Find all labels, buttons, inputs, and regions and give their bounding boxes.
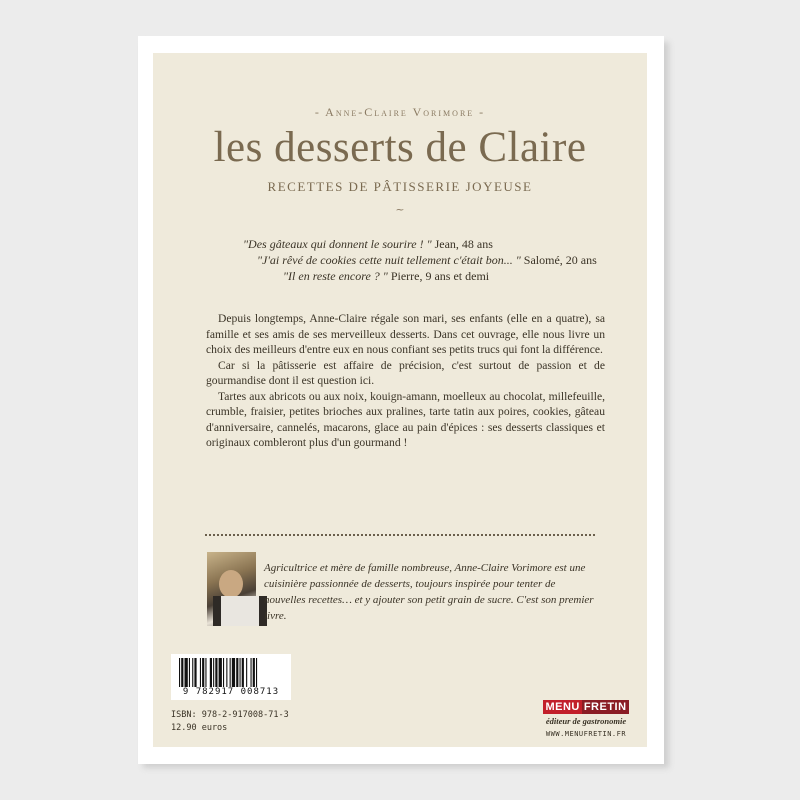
testimonial: "J'ai rêvé de cookies cette nuit tellement c'était bon... " Salomé, 20 ans (257, 253, 597, 267)
author-bio: Agricultrice et mère de famille nombreuse, Anne-Claire Vorimore est une cuisinière passionnée de desserts, toujours inspirée pour tenter de nouvelles recettes… et y ajouter son petit grain de sucre. C'est son premier livre. (264, 562, 594, 622)
isbn-block (171, 709, 289, 735)
testimonials (243, 236, 603, 284)
barcode-number: 9 782917 008713 (171, 687, 291, 697)
book-title: les desserts de Claire (213, 124, 587, 171)
book-subtitle: RECETTES DE PÂTISSERIE JOYEUSE (267, 179, 533, 194)
publisher (541, 695, 631, 738)
author-photo (207, 552, 256, 626)
blurb-paragraph: Tartes aux abricots ou aux noix, kouign-amann, moelleux au chocolat, millefeuille, crumble, fraisier, petites brioches aux pralines, tarte tatin aux poires, cookies, gâteau d'anniversaire, cannelés, macarons, glace au pain d'épices : ses desserts classiques et originaux combleront plus d'un gourmand ! (206, 389, 605, 449)
dotted-divider (205, 534, 595, 536)
blurb-paragraph: Car si la pâtisserie est affaire de précision, c'est surtout de passion et de gourmandise dont il est question ici. (206, 358, 605, 387)
isbn: ISBN: 978-2-917008-71-3 (171, 710, 289, 720)
back-cover (153, 53, 647, 747)
blurb-paragraph: Depuis longtemps, Anne-Claire régale son mari, ses enfants (elle en a quatre), sa famille et ses amis de ses merveilleux desserts. Dans cet ouvrage, elle nous livre un choix des meilleurs d'entre eux en nous confiant ses petits trucs qui font la différence. (206, 312, 605, 356)
publisher-tagline: éditeur de gastronomie (545, 716, 627, 726)
price: 12.90 euros (171, 723, 228, 733)
publisher-url: WWW.MENUFRETIN.FR (545, 730, 627, 738)
blurb (206, 311, 605, 451)
ornament-icon: ~ (395, 203, 405, 216)
publisher-logo: MENU FRETIN (545, 701, 627, 713)
barcode (171, 654, 291, 700)
author-name: - Anne-Claire Vorimore - (314, 105, 486, 119)
testimonial: "Il en reste encore ? " Pierre, 9 ans et demi (283, 269, 490, 283)
testimonial: "Des gâteaux qui donnent le sourire ! " Jean, 48 ans (243, 237, 493, 251)
